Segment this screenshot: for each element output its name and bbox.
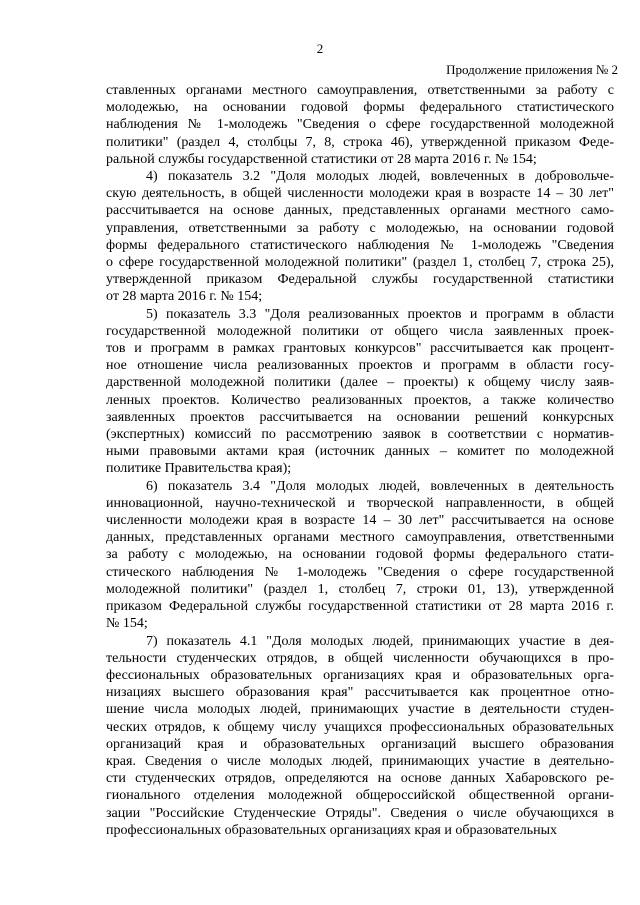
- text-line: шение числа молодых людей, принимающих участие в деятельности студен-: [106, 702, 614, 718]
- text-line: края. Сведения о числе молодых людей, принимающих участие в деятельно-: [106, 753, 614, 769]
- paragraph-p1: [106, 82, 614, 168]
- text-line: утвержденной приказом Федеральной службы государственной статистики: [106, 272, 614, 288]
- text-line: государственной молодежной политики от общего числа заявленных проек-: [106, 323, 614, 339]
- page-number: 2: [316, 41, 324, 56]
- text-line: политике Правительства края);: [106, 461, 292, 477]
- text-line: ческих отрядов, к общему числу учащихся профессиональных образовательных: [106, 719, 614, 735]
- text-line: наблюдения № 1-молодежь "Сведения о сфере государственной молодежной: [106, 117, 614, 133]
- text-line: ральной службы государственной статистики от 28 марта 2016 г. № 154;: [106, 151, 537, 167]
- text-line: стического наблюдения № 1-молодежь "Сведения о сфере государственной: [106, 564, 614, 580]
- text-line: заявленных проектов рассчитывается на основании решений конкурсных: [106, 409, 614, 425]
- text-line: профессиональных образовательных организациях края и образовательных: [106, 822, 558, 838]
- text-line: гионального отделения молодежной общероссийской общественной органи-: [106, 788, 614, 804]
- text-line: приказом Федеральной службы государственной статистики от 28 марта 2016 г.: [106, 599, 614, 615]
- text-line: ленных проектов. Количество реализованных проектов, а также количество: [106, 392, 614, 408]
- text-line: № 154;: [106, 616, 148, 632]
- paragraph-p5: [106, 633, 614, 839]
- text-line: фессиональных образовательных организациях края и образовательных орга-: [106, 667, 614, 683]
- text-line: управления, ответственными за работу с молодежью, на основании годовой: [106, 220, 614, 236]
- text-line: низациях высшего образования края" рассчитывается как процентное отно-: [106, 685, 614, 701]
- text-line: сти студенческих отрядов, определяются на основе данных Хабаровского ре-: [106, 771, 614, 787]
- text-line: инновационной, научно-технической и творческой направленности, в общей: [106, 495, 614, 511]
- text-line: тельности студенческих отрядов, в общей численности обучающихся в про-: [106, 650, 614, 666]
- text-line: 7) показатель 4.1 "Доля молодых людей, принимающих участие в дея-: [146, 633, 614, 649]
- text-line: тов и программ в рамках грантовых конкурсов" рассчитывается как процент-: [106, 341, 614, 357]
- text-line: молодежной политики" (раздел 1, столбец 7, строки 01, 13), утвержденной: [106, 581, 614, 597]
- text-line: скую деятельность, в общей численности молодежи края в возрасте 14 – 30 лет": [106, 186, 614, 202]
- text-line: политики" (раздел 4, столбцы 7, 8, строка 46), утвержденной приказом Феде-: [106, 134, 614, 150]
- text-line: численности молодежи края в возрасте 14 – 30 лет" рассчитывается на основе: [106, 513, 614, 529]
- text-line: за работу с молодежью, на основании годовой формы федерального стати-: [106, 547, 614, 563]
- continuation-label: Продолжение приложения № 2: [446, 62, 618, 77]
- paragraph-p4: [106, 478, 614, 633]
- paragraph-p3: [106, 306, 614, 478]
- paragraph-p2: [106, 168, 614, 306]
- text-line: ное отношение числа реализованных проектов и программ в области госу-: [106, 358, 614, 374]
- text-line: организаций края и образовательных организаций высшего образования: [106, 736, 614, 752]
- text-line: молодежью, на основании годовой формы федерального статистического: [106, 100, 614, 116]
- text-line: от 28 марта 2016 г. № 154;: [106, 289, 263, 305]
- text-line: ными правовыми актами края (источник данных – комитет по молодежной: [106, 444, 614, 460]
- text-line: 4) показатель 3.2 "Доля молодых людей, вовлеченных в добровольче-: [146, 169, 614, 185]
- text-line: формы федерального статистического наблюдения № 1-молодежь "Сведения: [106, 237, 614, 253]
- text-line: (экспертных) комиссий по рассмотрению заявок в соответствии с норматив-: [106, 427, 614, 443]
- text-line: 5) показатель 3.3 "Доля реализованных проектов и программ в области: [146, 306, 614, 322]
- text-line: рассчитывается на основе данных, представленных органами местного само-: [106, 203, 614, 219]
- text-line: 6) показатель 3.4 "Доля молодых людей, вовлеченных в деятельность: [146, 478, 614, 494]
- text-line: ставленных органами местного самоуправления, ответственными за работу с: [106, 83, 614, 98]
- document-body: [106, 82, 614, 839]
- text-line: о сфере государственной молодежной политики" (раздел 1, столбец 7, строка 25),: [106, 255, 614, 271]
- text-line: данных, представленных органами местного самоуправления, ответственными: [106, 530, 614, 546]
- text-line: дарственной молодежной политики (далее – проекты) к общему числу заяв-: [106, 375, 614, 391]
- text-line: зации "Российские Студенческие Отряды". Сведения о числе обучающихся в: [106, 805, 614, 821]
